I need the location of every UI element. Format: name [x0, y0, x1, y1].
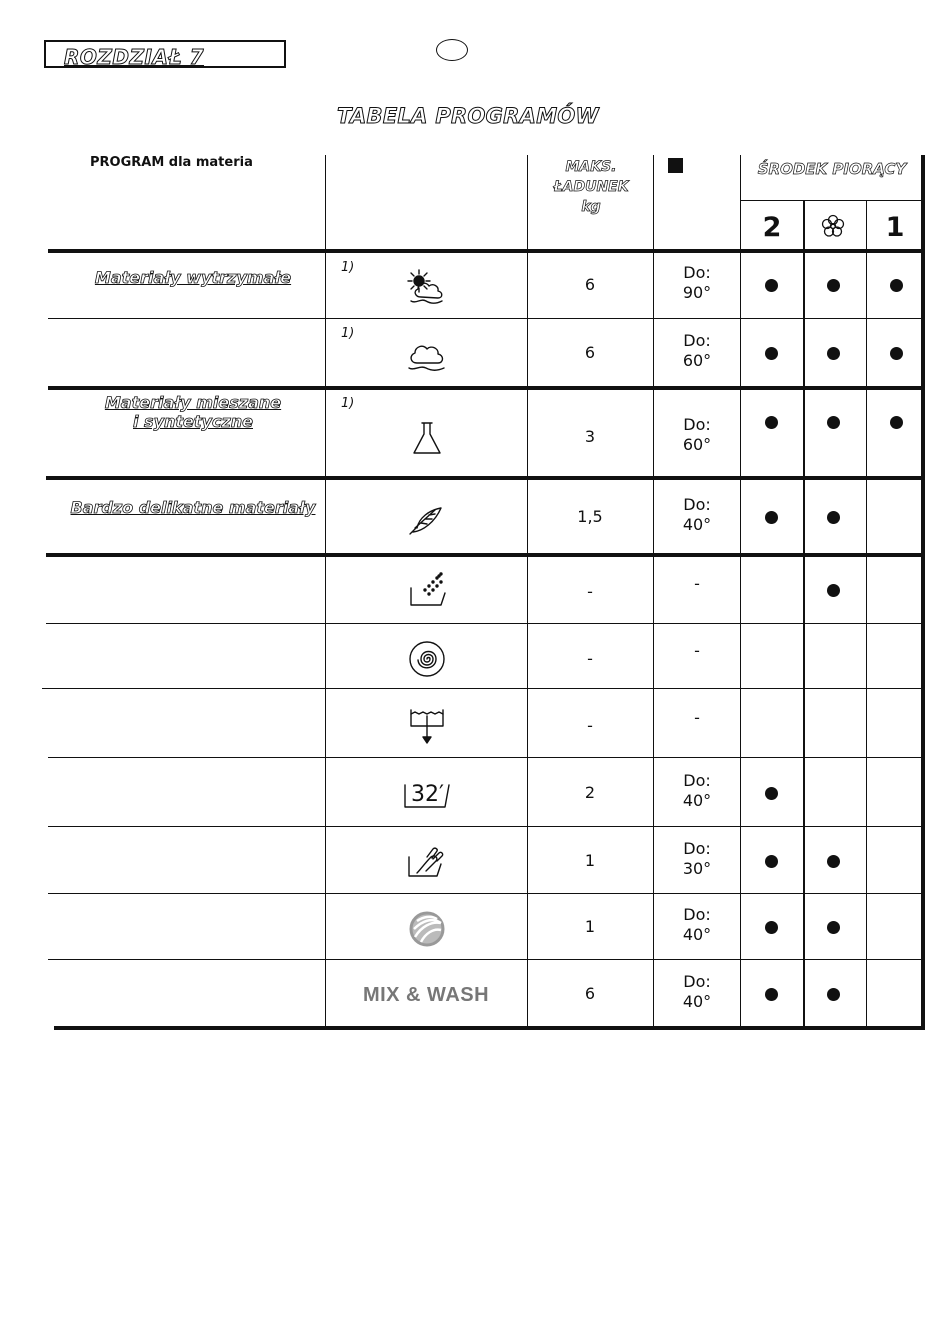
detergent-dot	[827, 416, 840, 429]
footnote-marker: 1)	[341, 396, 355, 411]
detergent-dot	[827, 347, 840, 360]
wool-icon	[405, 907, 449, 955]
detergent-dot	[827, 855, 840, 868]
row-divider	[48, 826, 922, 827]
table-right-border	[921, 155, 925, 1030]
quick-32-icon	[401, 775, 453, 819]
temperature-line: -	[694, 640, 700, 660]
quick-32-text: 32′	[411, 781, 444, 807]
temperature-value	[654, 641, 740, 661]
temperature-value	[654, 972, 740, 1012]
temperature-line: Do:	[683, 770, 711, 790]
spin-icon	[407, 639, 447, 683]
temperature-line: -	[694, 707, 700, 727]
temperature-line: Do:	[683, 331, 711, 350]
temperature-value	[654, 415, 740, 455]
material-label	[48, 498, 338, 517]
max-load-value: 3	[584, 427, 596, 446]
col-divider	[740, 155, 741, 1028]
header-max-load	[530, 157, 652, 217]
detergent-subheader-line	[740, 200, 922, 201]
material-label	[48, 393, 338, 431]
detergent-dot	[890, 347, 903, 360]
temperature-line: Do:	[683, 263, 711, 282]
row-divider	[48, 318, 922, 319]
row-divider	[46, 623, 922, 624]
handwash-icon	[405, 843, 449, 887]
language-oval	[436, 39, 468, 61]
cotton-prewash-icon	[399, 267, 455, 311]
synthetic-flask-icon	[407, 418, 447, 462]
max-load-value: 1	[584, 850, 596, 870]
max-load-value: 6	[584, 275, 596, 294]
temperature-line: 40°	[682, 790, 712, 810]
temperature-line: Do:	[683, 838, 711, 858]
max-load-value: 1,5	[577, 507, 603, 526]
row-divider-thick	[48, 386, 924, 390]
row-divider-thick	[46, 476, 924, 480]
max-load-value: -	[587, 582, 593, 601]
drain-icon	[407, 704, 447, 752]
detergent-dot	[765, 511, 778, 524]
material-label-line: Bardzo delikatne materiały	[70, 498, 316, 517]
header-max-load-line2: ŁADUNEK	[553, 179, 629, 195]
detergent-dot	[765, 279, 778, 292]
header-program: PROGRAM dla materia	[90, 155, 253, 170]
max-load-value: -	[587, 715, 593, 735]
col-divider	[866, 200, 867, 1028]
detergent-dot	[827, 511, 840, 524]
header-max-load-line1: MAKS.	[565, 159, 617, 175]
col-divider	[803, 200, 805, 1028]
mix-wash-label: MIX & WASH	[362, 984, 490, 1006]
material-label	[48, 268, 338, 287]
temperature-value	[654, 331, 740, 371]
chapter-box	[44, 40, 286, 68]
detergent-dot	[890, 279, 903, 292]
page-title: TABELA PROGRAMÓW	[336, 104, 600, 128]
detergent-dot	[765, 416, 778, 429]
temperature-line: 60°	[682, 351, 712, 370]
temperature-line: Do:	[683, 415, 711, 434]
temperature-value	[654, 771, 740, 811]
max-load-value: 6	[584, 343, 596, 362]
temperature-line: 40°	[682, 515, 712, 534]
detergent-dot	[827, 921, 840, 934]
temperature-value	[654, 495, 740, 535]
temperature-line: 30°	[682, 858, 712, 878]
delicate-feather-icon	[405, 499, 449, 543]
temperature-line: Do:	[683, 905, 711, 924]
detergent-dot	[827, 988, 840, 1001]
temperature-value	[654, 708, 740, 728]
rinse-icon	[405, 572, 449, 616]
temperature-line: 60°	[682, 435, 712, 454]
table-bottom-border	[54, 1026, 924, 1030]
footnote-marker: 1)	[341, 260, 355, 275]
material-label-line: Materiały wytrzymałe	[94, 268, 292, 287]
row-divider-thick	[46, 553, 924, 557]
material-label-line: Materiały mieszane	[104, 393, 282, 412]
max-load-value: -	[587, 648, 593, 668]
temperature-line: 40°	[682, 925, 712, 944]
row-divider	[48, 757, 922, 758]
detergent-dot	[890, 416, 903, 429]
temperature-value	[654, 263, 740, 303]
temperature-line: 90°	[682, 283, 712, 302]
row-divider	[48, 893, 922, 894]
detergent-dot	[827, 279, 840, 292]
max-load-value: 2	[584, 782, 596, 802]
temperature-line: Do:	[683, 495, 711, 514]
temperature-line: 40°	[682, 992, 712, 1011]
detergent-dot	[827, 584, 840, 597]
row-divider-thick	[48, 249, 924, 253]
header-detergent: ŚRODEK PIORĄCY	[757, 160, 907, 178]
detergent-dot	[765, 347, 778, 360]
detergent-dot	[765, 921, 778, 934]
temperature-square-icon	[668, 158, 683, 173]
max-load-value: 6	[584, 984, 596, 1003]
header-detergent-col-2: 2	[762, 212, 782, 243]
detergent-dot	[765, 787, 778, 800]
temperature-line: -	[694, 574, 700, 593]
detergent-dot	[765, 988, 778, 1001]
temperature-value	[654, 839, 740, 879]
flower-icon	[820, 213, 846, 243]
row-divider	[48, 959, 922, 960]
max-load-value: 1	[584, 917, 596, 936]
cotton-icon	[403, 335, 451, 379]
temperature-value	[654, 574, 740, 594]
footnote-marker: 1)	[341, 326, 355, 341]
temperature-value	[654, 905, 740, 945]
header-detergent-col-1: 1	[885, 212, 905, 243]
detergent-dot	[765, 855, 778, 868]
chapter-title: ROZDZIAŁ 7	[64, 45, 205, 69]
temperature-line: Do:	[683, 972, 711, 991]
row-divider	[42, 688, 922, 689]
material-label-line: i syntetyczne	[132, 412, 253, 431]
header-max-load-line3: kg	[581, 199, 601, 215]
